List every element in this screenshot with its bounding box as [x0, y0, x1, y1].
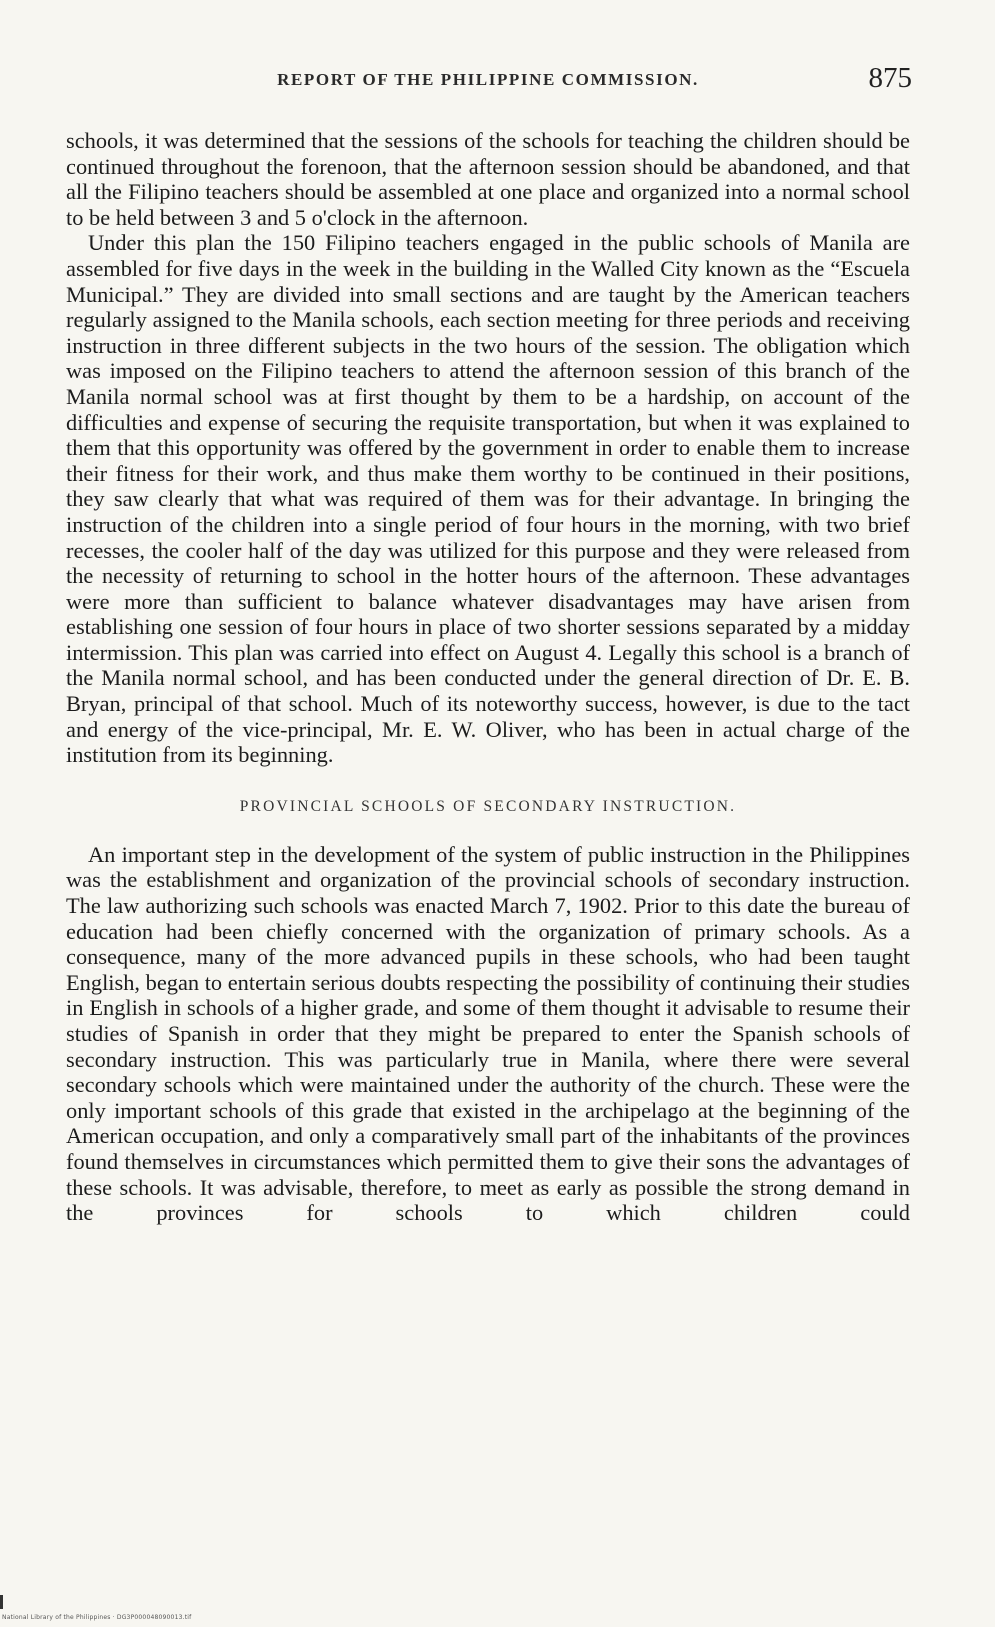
body-text [66, 128, 910, 1226]
section-heading: PROVINCIAL SCHOOLS OF SECONDARY INSTRUCTION. [239, 797, 737, 815]
paragraph-secondary-instruction: An important step in the development of the system of public instruction in the Philippines was the establishment and organization of the provincial schools of secondary instruction. The law authorizing such schools was enacted March 7, 1902. Prior to this date the bureau of education had been chiefly concerned with the organization of primary schools. As a consequence, many of the more advanced pupils in these schools, who had been taught English, began to entertain serious doubts respecting the possibility of continuing their studies in English in schools of a higher grade, and some of them thought it advisable to resume their studies of Spanish in order that they might be prepared to enter the Spanish schools of secondary instruction. This was particularly true in Manila, where there were several secondary schools which were maintained under the authority of the church. These were the only important schools of this grade that existed in the archipelago at the beginning of the American occupation, and only a comparatively small part of the inhabitants of the provinces found themselves in circumstances which permitted them to give their sons the advantages of these schools. It was advisable, therefore, to meet as early as possible the strong demand in the provinces for schools to which children could [66, 841, 910, 1226]
report-page [66, 62, 910, 1226]
running-head [66, 62, 910, 102]
paragraph-continued: schools, it was determined that the sessions of the schools for teaching the children should be continued throughout the forenoon, that the afternoon session should be abandoned, and that all the Filipino teachers should be assembled at one place and organized into a normal school to be held between 3 and 5 o'clock in the afternoon. [66, 128, 910, 230]
running-title: REPORT OF THE PHILIPPINE COMMISSION. [277, 70, 699, 89]
scan-edge-mark [0, 1595, 3, 1609]
page-number: 875 [868, 62, 912, 94]
paragraph-manila-normal-school: Under this plan the 150 Filipino teachers engaged in the public schools of Manila are assembled for five days in the week in the building in the Walled City known as the “Escuela Municipal.” They are divided into small sections and are taught by the American teachers regularly assigned to the Manila schools, each section meeting for three periods and receiving instruction in three different subjects in the two hours of the session. The obligation which was imposed on the Filipino teachers to attend the afternoon session of this branch of the Manila normal school was at first thought by them to be a hardship, on account of the difficulties and expense of securing the requisite transportation, but when it was explained to them that this opportunity was offered by the government in order to enable them to increase their fitness for their work, and thus make them worthy to be continued in their positions, they saw clearly that what was required of them was for their advantage. In bringing the instruction of the children into a single period of four hours in the morning, with two brief recesses, the cooler half of the day was utilized for this purpose and they were released from the necessity of returning to school in the hotter hours of the afternoon. These advantages were more than sufficient to balance whatever disadvantages may have arisen from establishing one session of four hours in place of two shorter sessions separated by a midday intermission. This plan was carried into effect on August 4. Legally this school is a branch of the Manila normal school, and has been conducted under the general direction of Dr. E. B. Bryan, principal of that school. Much of its noteworthy success, however, is due to the tact and energy of the vice-principal, Mr. E. W. Oliver, who has been in actual charge of the institution from its beginning. [66, 230, 910, 768]
scan-credit: National Library of the Philippines · DG3P000048090013.tif [2, 1614, 192, 1621]
